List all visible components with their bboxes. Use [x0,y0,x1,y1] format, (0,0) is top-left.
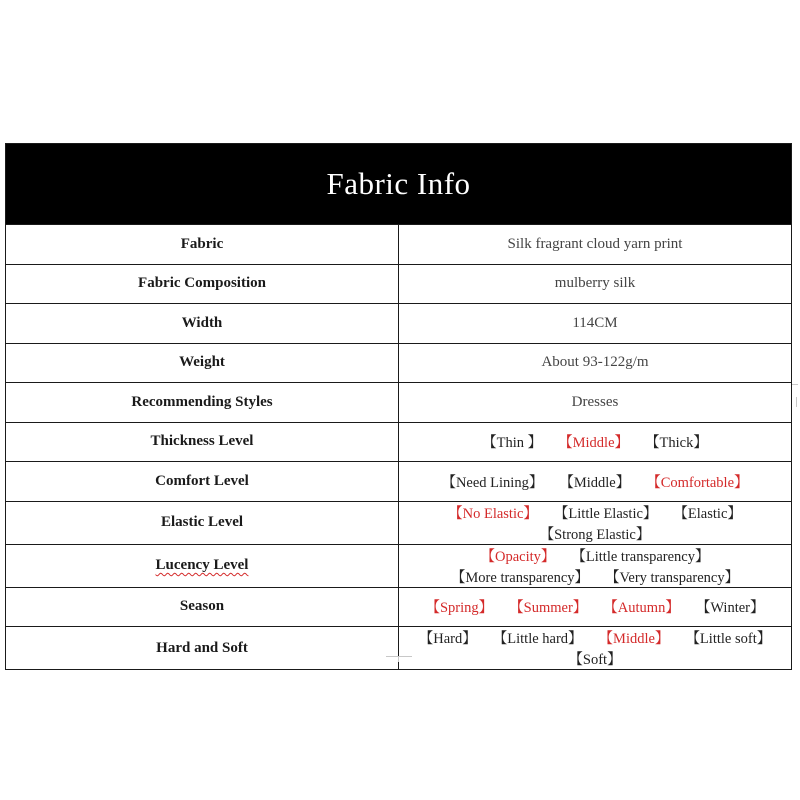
option: 【Need Lining】 [441,474,544,491]
row-label [6,501,399,544]
option: 【Thin 】 [482,435,543,452]
table-row [6,304,792,344]
option: 【More transparency】 [450,569,590,586]
option-selected: 【No Elastic】 [448,505,538,522]
row-label-text: Weight [179,354,225,371]
row-value: 114CM [399,304,792,344]
row-label [6,264,399,304]
table-row [6,383,792,423]
table-row [6,627,792,670]
row-label [6,422,399,462]
table-row [6,225,792,265]
option: 【Soft】 [568,652,622,668]
table-row [6,587,792,627]
option: 【Elastic】 [673,505,742,522]
row-label [6,462,399,502]
option: 【Winter】 [695,600,765,617]
edge-marker-right-tick [796,397,797,407]
row-label [6,587,399,627]
fabric-info-table [5,143,792,670]
row-value [399,627,792,670]
edge-marker-bottom [386,656,412,657]
table-body [6,144,792,670]
option-selected: 【Comfortable】 [646,474,749,491]
row-label-text: Fabric Composition [138,275,266,292]
table-row [6,544,792,587]
row-label-text: Hard and Soft [156,639,248,656]
edge-marker-right [792,384,798,385]
row-value: Silk fragrant cloud yarn print [399,225,792,265]
row-value: About 93-122g/m [399,343,792,383]
option-selected: 【Middle】 [598,631,670,647]
title-row [6,144,792,225]
option-selected: 【Autumn】 [603,600,680,617]
edge-marker-bottom-tick [398,657,399,662]
row-label [6,383,399,423]
row-label-text: Comfort Level [155,472,249,489]
table-title: Fabric Info [6,144,792,225]
row-value [399,422,792,462]
option: 【Middle】 [559,474,631,491]
row-label-text: Recommending Styles [131,393,273,410]
row-label [6,544,399,587]
option-selected: 【Spring】 [425,600,494,617]
row-value [399,587,792,627]
row-value [399,462,792,502]
row-label-text: Fabric [180,235,224,252]
option: 【Hard】 [418,631,477,647]
table-row [6,422,792,462]
row-value [399,544,792,587]
option: 【Little soft】 [685,631,772,647]
row-label-text: Lucency Level [155,557,249,573]
table-row [6,501,792,544]
table-row [6,264,792,304]
row-label [6,225,399,265]
row-label-text: Elastic Level [160,514,244,530]
row-label-text: Thickness Level [150,433,254,450]
row-label [6,343,399,383]
option: 【Very transparency】 [605,569,740,586]
row-value: mulberry silk [399,264,792,304]
row-value: Dresses [399,383,792,423]
row-label-text: Width [181,314,223,331]
option-selected: 【Opacity】 [480,548,556,565]
option: 【Little transparency】 [571,548,710,565]
row-label [6,627,399,670]
row-value [399,501,792,544]
table-row [6,343,792,383]
option: 【Strong Elastic】 [539,526,651,543]
option: 【Thick】 [645,435,708,452]
table-row [6,462,792,502]
option-selected: 【Summer】 [509,600,588,617]
option-selected: 【Middle】 [558,435,630,452]
row-label [6,304,399,344]
option: 【Little Elastic】 [553,505,658,522]
row-label-text: Season [179,598,225,615]
option: 【Little hard】 [492,631,583,647]
